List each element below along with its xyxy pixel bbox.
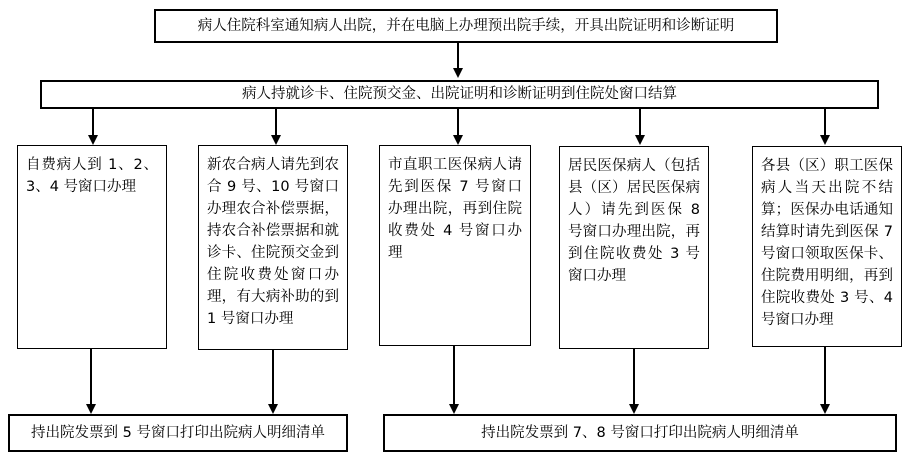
arrow-branch-city-employee-to-final-right [453,346,455,404]
arrow-step2-to-branch-ncms [275,109,277,135]
flow-box-branch-city-employee: 市直职工医保病人请先到医保 7 号窗口办理出院，再到住院收费处 4 号窗口办理 [379,145,531,346]
flow-box-notify-discharge: 病人住院科室通知病人出院，并在电脑上办理预出院手续，开具出院证明和诊断证明 [154,9,778,43]
arrow-step2-to-branch-resident [639,109,641,135]
arrow-branch-ncms-to-final-left [272,350,274,404]
flow-box-branch-ncms: 新农合病人请先到农合 9 号、10 号窗口办理农合补偿票据，持农合补偿票据和就诊卡、住院预交金到住院收费处窗口办理，有大病补助的到 1 号窗口办理 [198,145,348,350]
arrow-branch-county-employee-to-final-right [824,347,826,404]
flow-box-print-list-window78: 持出院发票到 7、8 号窗口打印出院病人明细清单 [383,414,897,452]
arrow-branch-selfpay-to-final-left [90,349,92,404]
arrow-step2-to-branch-city-employee [457,109,459,135]
arrow-step1-to-step2 [457,43,459,68]
flow-box-settlement-window: 病人持就诊卡、住院预交金、出院证明和诊断证明到住院处窗口结算 [40,80,879,109]
flow-box-branch-county-employee: 各县（区）职工医保病人当天出院不结算；医保办电话通知结算时请先到医保 7 号窗口领取医保卡、住院费用明细，再到住院收费处 3 号、4 号窗口办理 [752,146,902,347]
flow-box-branch-resident: 居民医保病人（包括县（区）居民医保病人）请先到医保 8 号窗口办理出院，再到住院收费处 3 号窗口办理 [559,146,709,349]
flow-box-print-list-window5: 持出院发票到 5 号窗口打印出院病人明细清单 [8,414,348,452]
flow-box-branch-selfpay: 自费病人到 1、2、3、4 号窗口办理 [17,145,167,349]
arrow-step2-to-branch-selfpay [92,109,94,135]
arrow-step2-to-branch-county-employee [824,109,826,135]
arrow-branch-resident-to-final-right [633,349,635,404]
